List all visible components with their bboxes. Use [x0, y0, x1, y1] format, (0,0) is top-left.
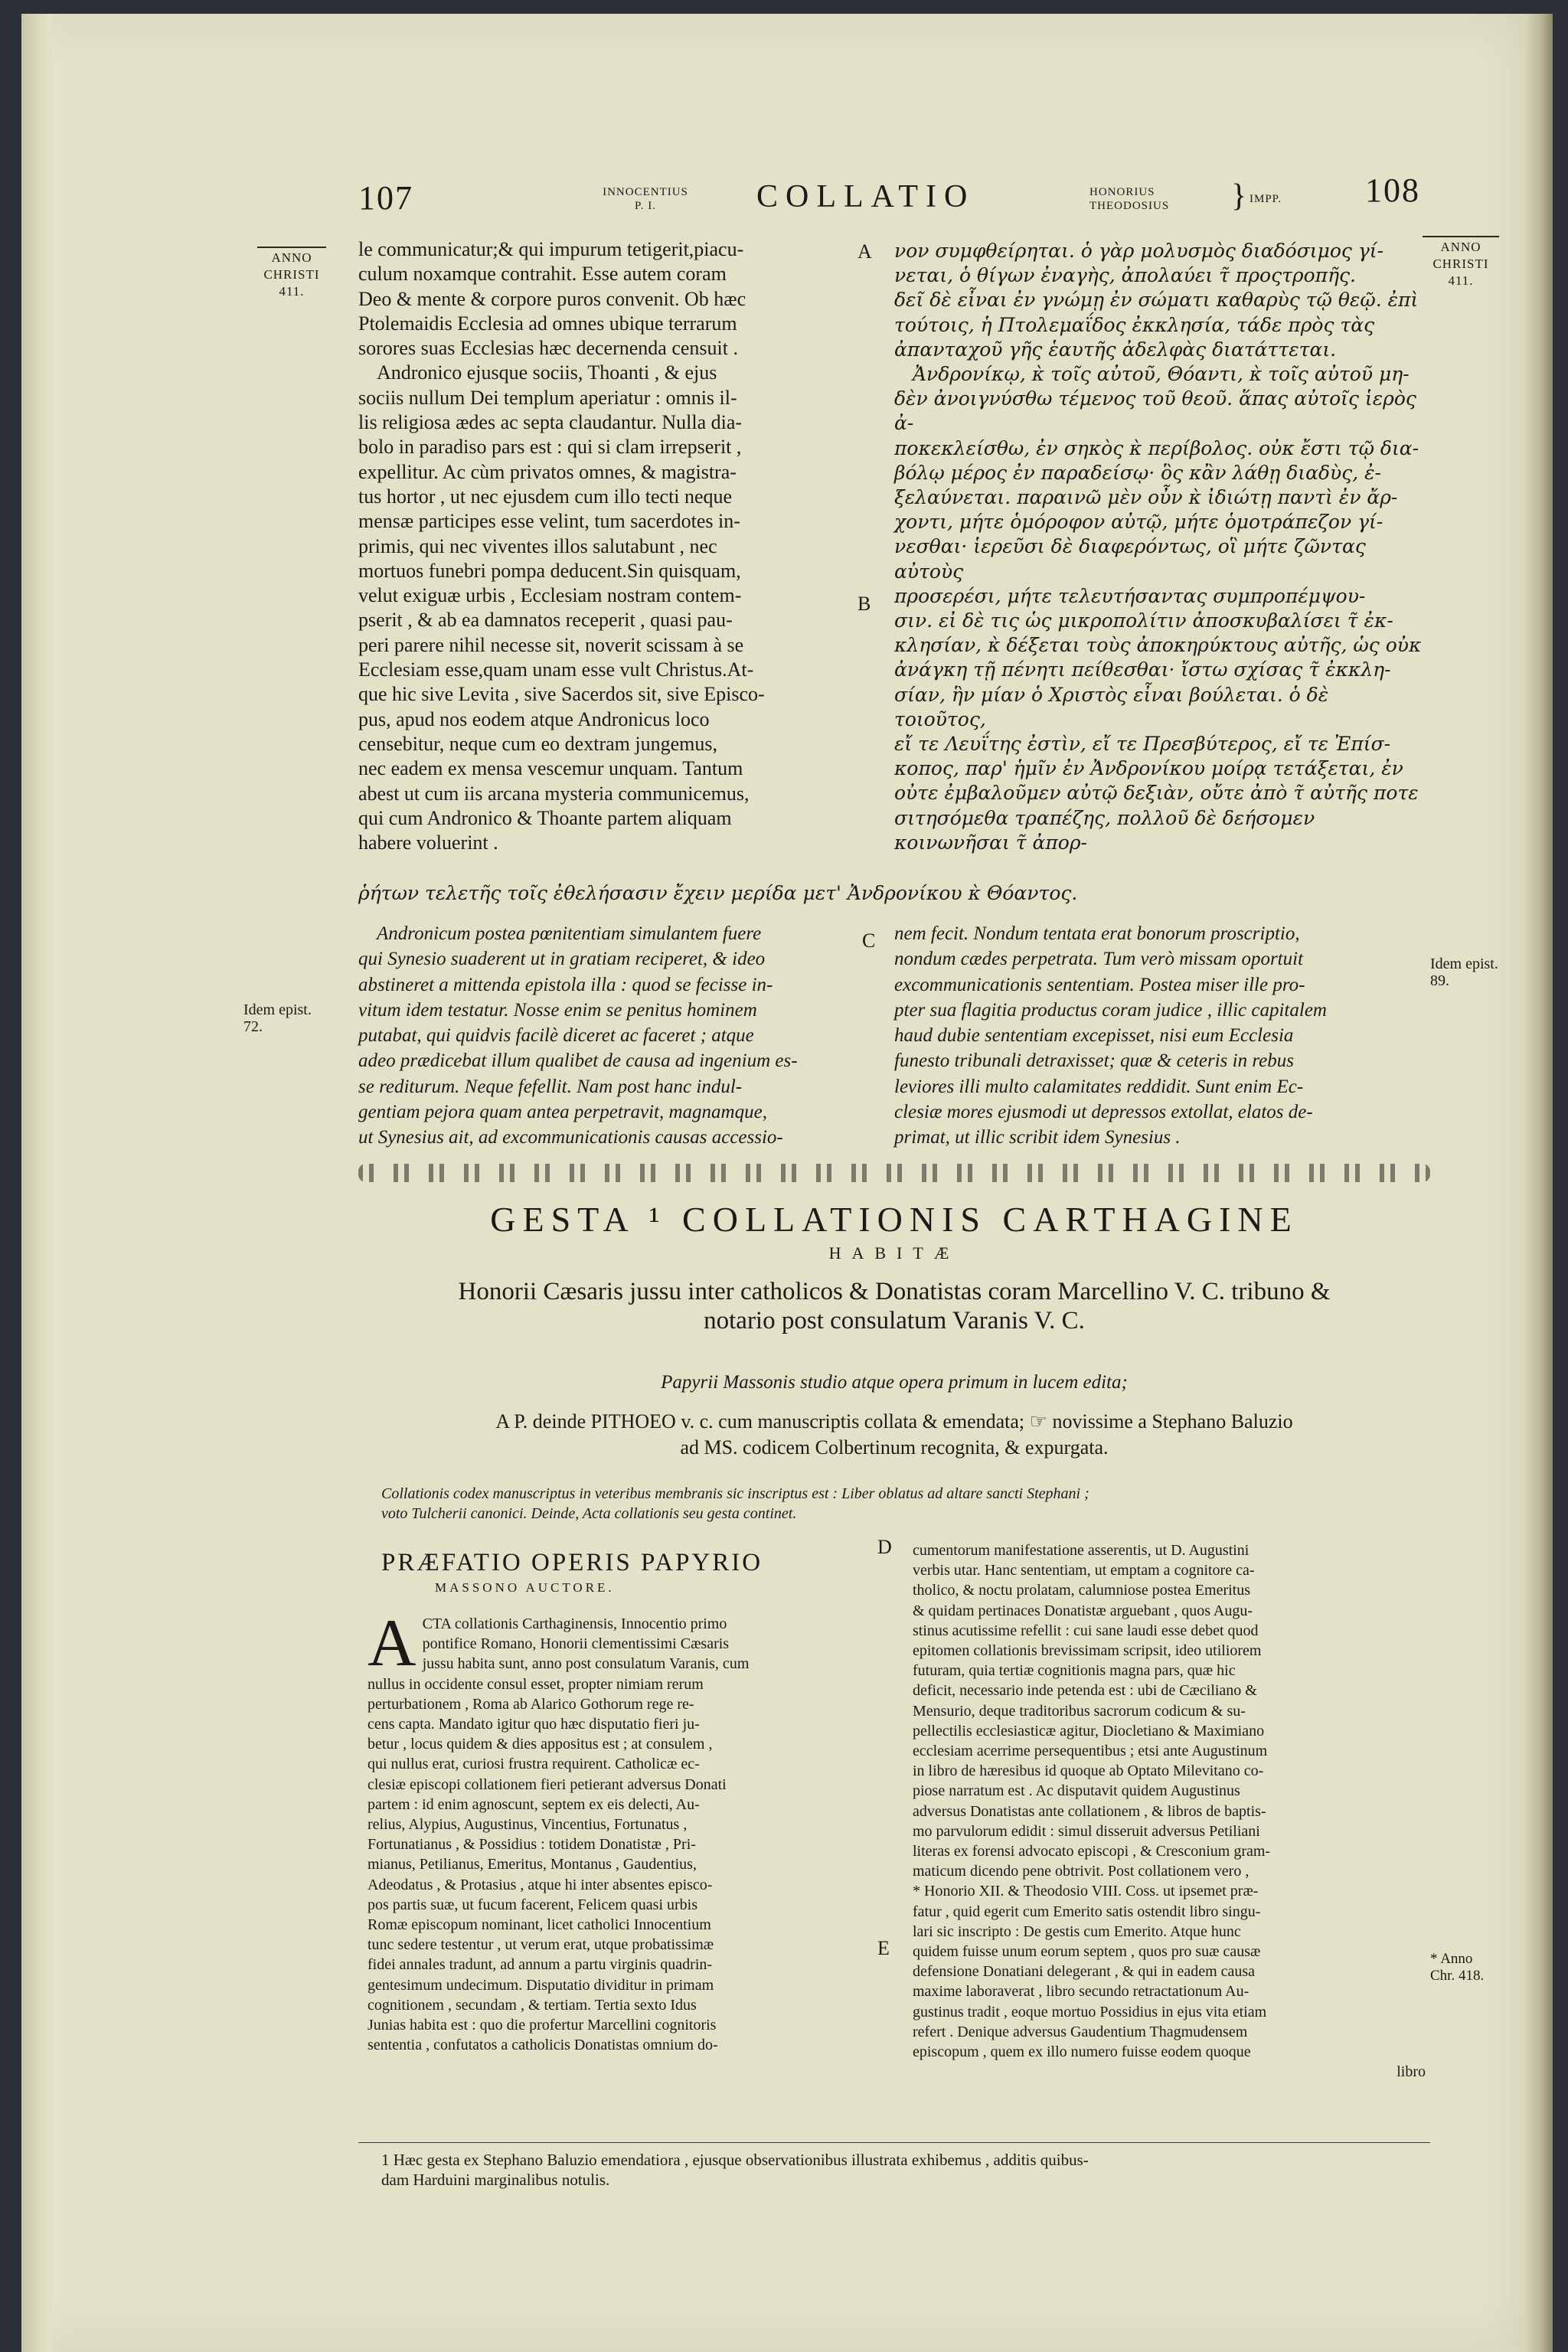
preface-right-line: in libro de hæresibus id quoque ab Optato Milevitano co- [913, 1762, 1264, 1780]
commentary-line: putabat, qui quidvis facilè diceret ac faceret ; atque [358, 1025, 754, 1047]
latin-line: pserit , & ab ea damnatos receperit , quasi pau- [358, 609, 733, 632]
section-letter-a: A [858, 240, 872, 263]
latin-line: abest ut cum iis arcana mysteria communicemus, [358, 782, 750, 805]
margin-anno-right-2: CHRISTI [1432, 256, 1489, 271]
preface-line: jussu habita sunt, anno post consulatum Varanis, cum [422, 1655, 750, 1673]
preface-right-column [913, 1540, 1426, 2082]
header-honorius: HONORIUS [1089, 186, 1155, 198]
commentary-line: leviores illi multo calamitates reddidit. Sunt enim Ec- [894, 1076, 1304, 1097]
preface-right-line: pellectilis ecclesiasticæ agitur, Diocletiano & Maximiano [913, 1722, 1265, 1740]
margin-idem-left-2: 72. [243, 1018, 263, 1035]
gesta-pithoeo-line-2: ad MS. codicem Colbertinum recognita, & expurgata. [680, 1436, 1109, 1459]
greek-column [894, 239, 1423, 855]
gesta-habitae: HABITÆ [828, 1243, 960, 1263]
greek-line: Ἀνδρονίκῳ, κ̀ τοῖς αὐτοῦ, Θόαντι, κ̀ τοῖς αὐτοῦ μη- [913, 363, 1410, 386]
section-letter-c: C [862, 929, 876, 952]
greek-line: νον συμφθείρηται. ὁ γὰρ μολυσμὸς διαδόσιμος γί- [894, 240, 1384, 262]
latin-line: Ecclesiam esse,quam unam esse vult Christus.At- [358, 658, 754, 681]
commentary-line: abstineret a mittenda epistola illa : quod se fecisse in- [358, 974, 773, 995]
header-collatio: COLLATIO [756, 179, 975, 214]
page-edge [1525, 14, 1553, 2352]
commentary-line: Andronicum postea pœnitentiam simulantem fuere [377, 923, 762, 944]
footnote-rule [358, 2142, 1430, 2143]
page-number-right: 108 [1365, 172, 1420, 209]
latin-line: habere voluerint . [358, 831, 498, 854]
margin-anno-left-3: 411. [279, 284, 305, 299]
latin-line: mortuos funebri pompa deducent.Sin quisquam, [358, 559, 741, 582]
greek-line: ἀνάγκη τῇ πένητι πείθεσθαι· ἴστω σχίσας τ̃ ἐκκλη- [894, 658, 1391, 681]
greek-line: τούτοις, ἡ Πτολεμαΐδος ἐκκλησία, τάδε πρὸς τὰς [894, 313, 1375, 336]
preface-line: Junias habita est : quo die profertur Marcellini cognitoris [368, 2017, 717, 2034]
commentary-line: gentiam pejora quam antea perpetravit, magnamque, [358, 1102, 767, 1123]
greek-line: νεσθαι· ἱερεῦσι δὲ διαφερόντως, οἳ μήτε ζῶντας αὐτοὺς [894, 535, 1366, 583]
page-number-left: 107 [358, 179, 413, 217]
gesta-codex-note [381, 1484, 1453, 1524]
latin-line: censebitur, neque cum eo dextram jungemus, [358, 732, 717, 755]
preface-right-line: verbis utar. Hanc sententiam, ut emptam a cognitore ca- [913, 1562, 1255, 1579]
commentary-line: nondum cædes perpetrata. Tum verò missam oportuit [894, 949, 1304, 970]
greek-line: οὐτε ἐμβαλοῦμεν αὐτῷ δεξιὰν, οὔτε ἀπὸ τ̃ αὐτῆς ποτε [894, 782, 1419, 805]
latin-column [358, 237, 848, 855]
latin-line: expellitur. Ac cùm privatos omnes, & magistra- [358, 460, 737, 483]
preface-line: betur , locus quidem & dies appositus est ; at consulem , [368, 1736, 713, 1753]
commentary-line: qui Synesio suaderent ut in gratiam reciperet, & ideo [358, 949, 766, 970]
preface-line: tunc sedere testentur , ut verum erat, utque probatissimæ [368, 1936, 714, 1954]
latin-line: culum noxamque contrahit. Esse autem coram [358, 263, 727, 286]
commentary-line: primat, ut illic scribit idem Synesius . [894, 1127, 1181, 1148]
margin-idem-right [1430, 956, 1498, 989]
margin-anno-left [257, 247, 326, 300]
header-innocentius [573, 185, 718, 213]
latin-line: Andronico ejusque sociis, Thoanti , & ejus [377, 361, 717, 384]
book-page [21, 14, 1553, 2352]
preface-right-line: epitomen collationis brevissimam scripsit, ideo utiliorem [913, 1642, 1262, 1660]
preface-right-line: libro [1396, 2063, 1426, 2081]
latin-line: primis, qui nec viventes illos salutabunt , nec [358, 534, 717, 557]
commentary-line: haud dubie sententiam excepisset, nisi eum Ecclesia [894, 1025, 1294, 1047]
preface-line: clesiæ episcopi collationem fieri petierant adversus Donati [368, 1775, 727, 1793]
section-letter-d: D [877, 1536, 892, 1558]
margin-anno-right-1: ANNO [1440, 240, 1481, 254]
preface-title: PRÆFATIO OPERIS PAPYRIO [381, 1549, 763, 1576]
latin-line: mensæ participes esse velint, tum sacerdotes in- [358, 510, 740, 533]
preface-dropcap: A [368, 1606, 416, 1681]
margin-idem-left [243, 1001, 312, 1035]
greek-line: ἀπανταχοῦ γῆς ἑαυτῆς ἀδελφὰς διατάττεται. [894, 338, 1337, 361]
preface-right-line: ecclesiam acerrime persequentibus ; etsi ante Augustinum [913, 1743, 1268, 1760]
gesta-codex-line-2: voto Tulcherii canonici. Deinde, Acta collationis seu gesta continet. [381, 1505, 797, 1522]
commentary-line: se rediturum. Neque fefellit. Nam post hanc indul- [358, 1076, 743, 1097]
preface-line: nullus in occidente consul esset, propter nimiam rerum [368, 1675, 704, 1693]
greek-line: σιν. εἰ δὲ τις ὡς μικροπολίτιν ἀποσκυβαλίσει τ̃ ἐκ- [894, 609, 1393, 632]
latin-line: lis religiosa ædes ac septa claudantur. Nulla dia- [358, 411, 743, 434]
preface-line: Fortunatianus , & Possidius : totidem Donatistæ , Pri- [368, 1836, 696, 1854]
preface-right-line: lari sic inscripto : De gestis cum Emerito. Atque hunc [913, 1922, 1241, 1940]
margin-anno-418 [1430, 1951, 1484, 1984]
latin-line: sorores suas Ecclesias hæc decernenda censuit . [358, 337, 738, 360]
commentary-line: vitum idem testatur. Nosse enim se penitus hominem [358, 999, 757, 1021]
preface-right-line: piose narratum est . Ac disputavit quidem Augustinus [913, 1782, 1240, 1800]
commentary-line: nem fecit. Nondum tentata erat bonorum proscriptio, [894, 923, 1300, 944]
preface-left-column [368, 1606, 873, 2055]
latin-line: pus, apud nos eodem atque Andronicus loco [358, 707, 710, 730]
preface-line: perturbationem , Roma ab Alarico Gothorum rege re- [368, 1695, 694, 1713]
preface-right-line: gustinus tradit , eoque mortuo Possidius in ejus vita etiam [913, 2003, 1267, 2020]
preface-right-line: stinus acutissime refellit : cui sane laudi esse debet quod [913, 1622, 1259, 1639]
latin-line: velut exiguæ urbis , Ecclesiam nostram contem- [358, 584, 742, 607]
preface-right-line: Mensurio, deque traditoribus sacrorum codicum & su- [913, 1702, 1246, 1720]
preface-line: CTA collationis Carthaginensis, Innocentio primo [422, 1615, 727, 1632]
gesta-pithoeo-line-1: A P. deinde PITHOEO v. c. cum manuscriptis collata & emendata; ☞ novissime a Stephano Baluzio [495, 1410, 1293, 1432]
preface-right-line: * Honorio XII. & Theodosio VIII. Coss. ut ipsemet præ- [913, 1883, 1259, 1900]
latin-line: tus hortor , ut nec ejusdem cum illo tecti neque [358, 485, 733, 508]
preface-line: Adeodatus , & Protasius , atque hi inter absentes episco- [368, 1876, 713, 1893]
latin-line: Ptolemaidis Ecclesia ad omnes ubique terrarum [358, 312, 737, 335]
gesta-description [358, 1277, 1430, 1335]
preface-right-line: fatur , quid egerit cum Emerito satis ostendit libro singu- [913, 1903, 1261, 1920]
latin-line: Deo & mente & corpore puros convenit. Ob hæc [358, 287, 746, 310]
preface-right-line: maxime laboraverat , libro secundo retractationum Au- [913, 1983, 1250, 2001]
preface-right-line: mo parvulorum edidit : simul disseruit adversus Petiliani [913, 1822, 1260, 1840]
latin-line: bolo in paradiso pars est : qui si clam irrepserit , [358, 436, 742, 459]
preface-line: sententia , confutatos a catholicis Donatistas omnium do- [368, 2037, 718, 2054]
header-impp: IMPP. [1250, 193, 1282, 205]
preface-line: cens capta. Mandato igitur quo hæc disputatio fieri ju- [368, 1716, 700, 1733]
preface-line: pos partis suæ, ut fucum facerent, Felicem quasi urbis [368, 1896, 698, 1913]
gesta-description-line-2: notario post consulatum Varanis V. C. [704, 1307, 1085, 1334]
preface-line: relius, Alypius, Augustinus, Vincentius, Fortunatus , [368, 1816, 688, 1834]
gesta-pithoeo [358, 1409, 1430, 1461]
greek-line: βόλῳ μέρος ἐν παραδείσῳ· ὃς κἂν λάθῃ διαδὺς, ἐ- [894, 461, 1381, 484]
greek-line: χοντι, μήτε ὁμόροφον αὐτῷ, μήτε ὁμοτράπεζον γί- [894, 511, 1383, 534]
preface-line: Romæ episcopum nominant, licet catholici Innocentium [368, 1916, 711, 1934]
preface-right-line: cumentorum manifestatione asserentis, ut D. Augustini [913, 1542, 1250, 1559]
preface-right-line: episcopum , quem ex illo numero fuisse eodem quoque [913, 2043, 1251, 2061]
preface-line: pontifice Romano, Honorii clementissimi Cæsaris [422, 1635, 730, 1653]
greek-line: κλησίαν, κ̀ δέξεται τοὺς ἀποκηρύκτους αὐτῆς, ὡς οὐκ [894, 634, 1422, 657]
margin-idem-right-2: 89. [1430, 972, 1449, 989]
preface-right-line: literas ex forensi advocato episcopi , & Cresconium gram- [913, 1843, 1271, 1860]
preface-right-line: adversus Donatistas ante collationem , & libros de baptis- [913, 1802, 1266, 1820]
gesta-description-line-1: Honorii Cæsaris jussu inter catholicos & Donatistas coram Marcellino V. C. tribuno & [458, 1278, 1331, 1305]
gesta-title: GESTA ¹ COLLATIONIS CARTHAGINE [490, 1200, 1298, 1239]
commentary-line: clesiæ mores ejusmodi ut depressos extollat, elatos de- [894, 1102, 1313, 1123]
margin-idem-right-1: Idem epist. [1430, 956, 1498, 972]
section-letter-b: B [858, 593, 871, 615]
commentary-line: pter sua flagitia productus coram judice , illic capitalem [894, 999, 1327, 1021]
ornament-divider [358, 1164, 1430, 1182]
greek-line: σίαν, ἣν μίαν ὁ Χριστὸς εἶναι βούλεται. ὁ δὲ τοιοῦτος, [894, 683, 1329, 730]
margin-anno-right [1423, 236, 1499, 289]
greek-line: δεῖ δὲ εἶναι ἐν γνώμῃ ἐν σώματι καθαρὺς τῷ θεῷ. ἐπὶ [894, 289, 1419, 312]
footnote-line-2: dam Harduini marginalibus notulis. [381, 2171, 610, 2189]
gesta-papyrii: Papyrii Massonis studio atque opera primum in lucem edita; [661, 1372, 1128, 1393]
margin-idem-left-1: Idem epist. [243, 1001, 312, 1018]
latin-line: que hic sive Levita , sive Sacerdos sit, sive Episco- [358, 683, 765, 706]
commentary-left [358, 921, 871, 1151]
header-innocentius-name: INNOCENTIUS [603, 186, 688, 198]
greek-line: ποκεκλείσθω, ἐν σηκὸς κ̀ περίβολος. οὐκ ἔστι τῷ δια- [894, 436, 1419, 459]
greek-line: ξελαύνεται. παραινῶ μὲν οὖν κ̀ ἰδιώτῃ παντὶ ἐν ἄρ- [894, 486, 1398, 509]
margin-anno-right-3: 411. [1448, 273, 1474, 288]
page-spine [21, 14, 52, 2352]
greek-line: προσερέσι, μήτε τελευτήσαντας συμπροπέμψου- [894, 584, 1366, 607]
greek-bottom-line: ῥήτων τελετῆς τοῖς ἐθελήσασιν ἔχειν μερίδα μετ' Ἀνδρονίκου κ̀ Θόαντος. [358, 882, 1078, 904]
preface-right-line: & quidam pertinaces Donatistæ arguebant , quos Augu- [913, 1602, 1253, 1619]
preface-right-line: quidem fuisse unum eorum septem , quos pro suæ causæ [913, 1943, 1261, 1961]
greek-line: σιτησόμεθα τραπέζης, πολλοῦ δὲ δεήσομεν κοινωνῆσαι τ̃ ἀπορ- [894, 806, 1315, 854]
brace-glyph: } [1231, 178, 1247, 214]
commentary-line: funesto tribunali detraxisset; quæ & ceteris in rebus [894, 1050, 1294, 1072]
preface-line: qui nullus erat, curiosi frustra requirent. Catholicæ ec- [368, 1756, 700, 1773]
preface-line: partem : id enim agnoscunt, septem ex eis delecti, Au- [368, 1795, 700, 1813]
preface-right-line: futuram, quia tertiæ cognitionis magna pars, quæ hic [913, 1662, 1236, 1680]
greek-line: νεται, ὁ θίγων ἐναγὴς, ἀπολαύει τ̃ προςτροπῆς. [894, 264, 1357, 287]
gesta-codex-line-1: Collationis codex manuscriptus in veteribus membranis sic inscriptus est : Liber oblatus ad altare sancti Stephani ; [381, 1485, 1089, 1502]
latin-line: nec eadem ex mensa vescemur unquam. Tantum [358, 757, 743, 780]
greek-line: δὲν ἀνοιγνύσθω τέμενος τοῦ θεοῦ. ἅπας αὐτοῖς ἱερὸς ἀ- [894, 387, 1416, 435]
preface-line: mianus, Petilianus, Emeritus, Montanus , Gaudentius, [368, 1856, 697, 1873]
latin-line: qui cum Andronico & Thoante partem aliquam [358, 806, 732, 829]
header-theodosius: THEODOSIUS [1089, 200, 1170, 212]
preface-right-line: defensione Donatiani delegerant , & qui in eadem causa [913, 1963, 1256, 1981]
latin-line: peri parere nihil necesse sit, noverit scissam à se [358, 633, 744, 656]
commentary-line: ut Synesius ait, ad excommunicationis causas accessio- [358, 1127, 783, 1148]
footnote-line-1: 1 Hæc gesta ex Stephano Baluzio emendatiora , ejusque observationibus illustrata exhibemus , additis quibus- [381, 2151, 1089, 2169]
preface-author: MASSONO AUCTORE. [435, 1580, 615, 1595]
margin-anno-418-2: Chr. 418. [1430, 1968, 1485, 1984]
preface-right-line: tholico, & noctu prolatam, calumniose postea Emeritus [913, 1582, 1251, 1599]
margin-anno-left-1: ANNO [271, 250, 312, 265]
header-emperors [1089, 185, 1169, 213]
preface-line: gentesimum undecimum. Disputatio dividitur in primam [368, 1976, 714, 1994]
preface-right-line: deficit, necessario inde petenda est : ubi de Cæciliano & [913, 1682, 1257, 1700]
commentary-line: excommunicationis sententiam. Postea miser ille pro- [894, 974, 1305, 995]
header-innocentius-sub: P. I. [635, 200, 656, 212]
preface-line: fidei annales tradunt, ad annum a partu virginis quadrin- [368, 1956, 713, 1974]
greek-line: κοπος, παρ' ἡμῖν ἐν Ἀνδρονίκου μοίρᾳ τετάξεται, ἐν [894, 757, 1403, 780]
latin-line: sociis nullum Dei templum aperiatur : omnis il- [358, 386, 737, 409]
latin-line: le communicatur;& qui impurum tetigerit,piacu- [358, 238, 744, 260]
preface-line: cognitionem , secundam , & tertiam. Tertia sexto Idus [368, 1996, 697, 2014]
commentary-right [894, 921, 1423, 1151]
preface-right-line: refert . Denique adversus Gaudentium Thagmudensem [913, 2023, 1248, 2040]
margin-anno-left-2: CHRISTI [263, 267, 320, 282]
commentary-line: adeo prædicebat illum qualibet de causa ad ingenium es- [358, 1050, 798, 1072]
margin-anno-418-1: * Anno [1430, 1951, 1473, 1967]
greek-line: εἴ τε Λευΐτης ἐστὶν, εἴ τε Πρεσβύτερος, εἴ τε Ἐπίσ- [894, 733, 1391, 756]
preface-right-line: maticum dicendo pene obtrivit. Post collationem vero , [913, 1863, 1250, 1880]
section-letter-e: E [877, 1937, 890, 1959]
footnote [381, 2150, 1438, 2190]
